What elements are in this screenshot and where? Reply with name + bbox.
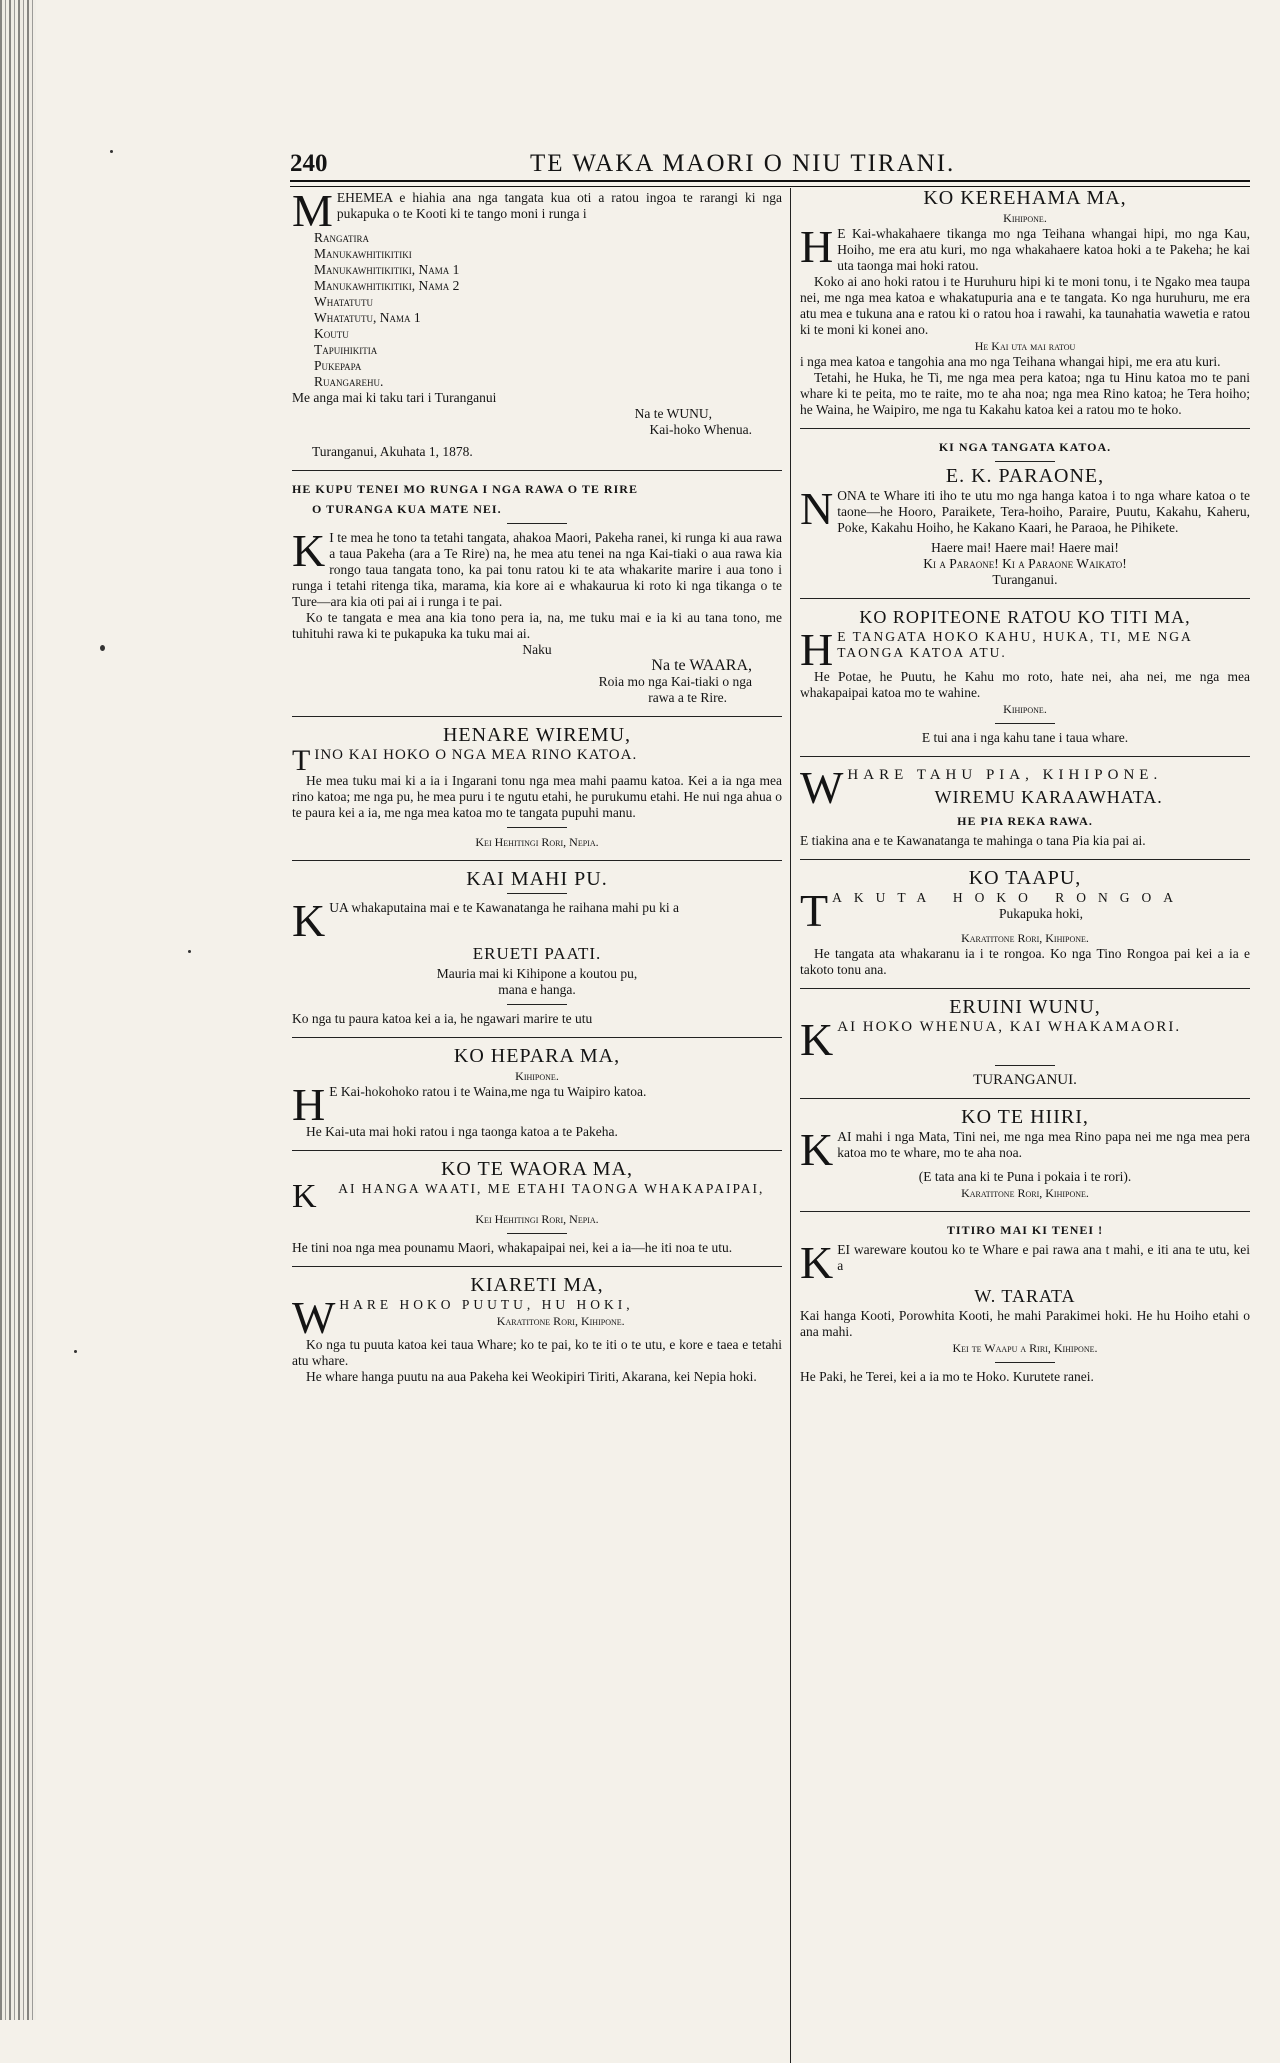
block-name: Tapuihikitia xyxy=(314,342,378,357)
ad-note: (E tata ana ki te Puna i pokaia i te rori). xyxy=(918,1169,1132,1184)
dropcap: T xyxy=(800,885,829,936)
ad-banner: KI NGA TANGATA KATOA. xyxy=(938,440,1112,454)
ad-name: ERUETI PAATI. xyxy=(472,944,602,963)
print-speck xyxy=(100,645,105,651)
dropcap: K xyxy=(800,1237,834,1288)
ad-paraone xyxy=(800,439,1250,588)
short-rule xyxy=(507,523,567,524)
ad-line: Ko nga tu paura katoa kei a ia, he ngawari marire te utu xyxy=(292,1011,593,1026)
notice-text: EHEMEA e hiahia ana nga tangata kua oti a ratou ingoa te rarangi ki nga pukapuka o te Kooti ki te tango moni i runga i xyxy=(336,190,782,221)
section-rule xyxy=(292,1150,782,1151)
ad-eruini xyxy=(800,996,1250,1088)
ad-kerehama xyxy=(800,187,1250,418)
section-rule xyxy=(800,1098,1250,1099)
ad-kai-mahi-pu xyxy=(292,868,782,1027)
section-rule xyxy=(800,988,1250,989)
dateline: Turanganui, Akuhata 1, 1878. xyxy=(312,444,473,459)
ad-title: KIARETI MA, xyxy=(470,1274,604,1296)
page-binding-edge xyxy=(0,0,36,2020)
notice-title-line2: O TURANGA KUA MATE NEI. xyxy=(312,502,502,516)
block-name: Pukepapa xyxy=(314,358,362,373)
short-rule xyxy=(507,893,567,894)
short-rule xyxy=(995,1065,1055,1066)
notice-footer: Me anga mai ki taku tari i Turanganui xyxy=(292,390,497,405)
ad-address: Karatitone Rori, Kihipone. xyxy=(961,931,1089,945)
ad-text: UA whakaputaina mai e te Kawanatanga he raihana mahi pu ki a xyxy=(329,900,679,915)
ad-line: Ki a Paraone! Ki a Paraone Waikato! xyxy=(923,556,1127,571)
print-speck xyxy=(188,950,191,953)
section-rule xyxy=(292,716,782,717)
ad-text: He tini noa nga mea pounamu Maori, whakapaipai nei, kei a ia—he iti noa te utu. xyxy=(292,1240,733,1255)
ad-subtitle: AI HANGA WAATI, ME ETAHI TAONGA WHAKAPAIPAI, xyxy=(338,1181,765,1196)
section-rule xyxy=(292,1266,782,1267)
ad-address: Karatitone Rori, Kihipone. xyxy=(961,1186,1089,1200)
ad-text: He Potae, he Puutu, he Kahu mo roto, hate nei, aha nei, me nga mea whakapaipai katoa mo te wahine. xyxy=(800,669,1250,700)
ad-ropiteone xyxy=(800,609,1250,746)
ad-text-2: E tui ana i nga kahu tane i taua whare. xyxy=(921,730,1129,745)
ad-henare xyxy=(292,724,782,850)
ad-address: Kei Hehitingi Rori, Nepia. xyxy=(475,835,599,849)
short-rule xyxy=(995,723,1055,724)
ad-line: mana e hanga. xyxy=(498,982,576,997)
ad-title: KO ROPITEONE RATOU KO TITI MA, xyxy=(859,607,1191,627)
ad-line: Haere mai! Haere mai! Haere mai! xyxy=(931,540,1119,555)
ad-name: W. TARATA xyxy=(974,1286,1076,1306)
ad-text: E Kai-hokohoko ratou i te Waina,me nga tu Waipiro katoa. xyxy=(329,1084,647,1099)
signature: Na te WUNU, xyxy=(634,406,712,421)
ad-subhead: He Kai uta mai ratou xyxy=(974,339,1076,353)
ad-hepara xyxy=(292,1045,782,1140)
ad-text-2: He Kai-uta mai hoki ratou i nga taonga katoa a te Pakeha. xyxy=(306,1124,618,1139)
block-name: Whatatutu xyxy=(314,294,374,309)
block-name: Manukawhitikitiki, Nama 2 xyxy=(314,278,460,293)
ad-subtitle-2: Pukapuka hoki, xyxy=(999,906,1084,921)
ad-tahu-pia xyxy=(800,762,1250,849)
notice-text: I te mea he tono ta tetahi tangata, ahakoa Maori, Pakeha ranei, ki runga ki aua rawa a taua Pakeha (ara a Te Rire) na, he mea atu tenei na nga Kai-tiaki o aua rawa kia rongo taua tangata tono, ka pai tonu ratou ki te ata whakarite marire i aua tono i runga i tetahi ritenga tika, marama, kia kore ai e whakaurua ki roto ki nga tikanga o te Ture—ara kia oti pai ai i runga i te pai. xyxy=(292,530,782,609)
signature: Na te WAARA, xyxy=(651,657,752,674)
dropcap: W xyxy=(292,1292,336,1343)
ad-title: HARE TAHU PIA, KIHIPONE. xyxy=(847,767,1163,783)
ad-text-3: i nga mea katoa e tangohia ana mo nga Teihana whangai hipi, me era atu kuri. xyxy=(800,354,1221,369)
print-speck xyxy=(74,1350,77,1353)
ad-line: Mauria mai ki Kihipone a koutou pu, xyxy=(436,966,638,981)
ad-hiiri xyxy=(800,1106,1250,1201)
page-number: 240 xyxy=(290,150,328,177)
ad-subtitle: HARE HOKO PUUTU, HU HOKI, xyxy=(339,1297,634,1312)
signature-role: Kai-hoko Whenua. xyxy=(649,422,752,437)
block-name: Ruangarehu. xyxy=(314,374,384,389)
naku-label: Naku xyxy=(522,642,552,657)
notice-text-2: Ko te tangata e mea ana kia tono pera ia, na, me tuku mai e ia ki au tana tono, me tuhituhi rawa ki te pukapuka ka tuku mai ai. xyxy=(292,610,782,641)
ad-text-2: Kai hanga Kooti, Porowhita Kooti, he mahi Parakimei hoki. He hu Hoiho etahi o ana mahi. xyxy=(800,1308,1250,1339)
ad-text: He mea tuku mai ki a ia i Ingarani tonu nga mea mahi paamu katoa. Kei a ia nga mea rino katoa; me nga pu, he mea puru i te ngutu etahi, he purukumu etahi. He nui nga ahua o te paura kei a ia, me nga mea katoa mo te tangata pupuhi manu. xyxy=(292,773,782,820)
section-rule xyxy=(800,859,1250,860)
block-name: Koutu xyxy=(314,326,349,341)
ad-text: AI mahi i nga Mata, Tini nei, me nga mea Rino papa nei me nga mea pera katoa mo te whare, mo te aha noa. xyxy=(837,1129,1250,1160)
dropcap: W xyxy=(800,762,844,813)
ad-taapu xyxy=(800,867,1250,978)
block-name: Manukawhitikitiki, Nama 1 xyxy=(314,262,460,277)
ad-text-2: Koko ai ano hoki ratou i te Huruhuru hipi ki te moni tonu, i te Ngako mea taupa nei, me nga mea katoa e whakatupuria ana e te tangata. Ko nga huruhuru, me era atu mea e tukuna ana e ratou ki o ratou hoa i rawahi, ka taunahatia wawetia e ratou ki te moni ki konei ano. xyxy=(800,274,1250,337)
dropcap: M xyxy=(292,185,333,236)
ad-text-4: Tetahi, he Huka, he Ti, me nga mea pera katoa; nga tu Hinu katoa mo te pani whare ki te peita, mo te raite, mo te aha noa; nga mea Rino katoa; he Tera hoiho; he Waina, he Waipiro, me nga tu Kakahu katoa kei a ratou mo te hoko. xyxy=(800,370,1250,417)
ad-title: KO TE WAORA MA, xyxy=(440,1158,634,1180)
ad-text: E tiakina ana e te Kawanatanga te mahinga o tana Pia kia pai ai. xyxy=(800,833,1146,848)
ad-line: Turanganui. xyxy=(992,572,1058,587)
ad-title: KO HEPARA MA, xyxy=(453,1045,621,1067)
ad-text: E Kai-whakahaere tikanga mo nga Teihana whangai hipi, mo nga Kau, Hoiho, me era atu kuri, mo nga whakahaere katoa hoki a te Pakeha; he kai uta taonga mai hoki ratou. xyxy=(837,226,1250,273)
ad-subtitle: E TANGATA HOKO KAHU, HUKA, TI, ME NGA TAONGA KATOA ATU. xyxy=(837,629,1193,660)
dropcap: H xyxy=(292,1079,326,1130)
signature-role-2: rawa a te Rire. xyxy=(648,690,727,705)
newspaper-title: TE WAKA MAORI O NIU TIRANI. xyxy=(530,150,956,177)
short-rule xyxy=(507,827,567,828)
ad-kiareti xyxy=(292,1274,782,1385)
right-column xyxy=(800,187,1250,1391)
dropcap: K xyxy=(292,895,326,946)
dropcap: K xyxy=(292,525,326,576)
ad-place: Kihipone. xyxy=(1003,211,1047,225)
dropcap: K xyxy=(292,1178,317,1215)
section-rule xyxy=(800,1211,1250,1212)
ad-place: Kihipone. xyxy=(515,1069,559,1083)
block-name: Whatatutu, Nama 1 xyxy=(314,310,421,325)
ad-title: KO TE HIIRI, xyxy=(961,1106,1089,1128)
ad-title: KAI MAHI PU. xyxy=(466,868,608,890)
ad-title: HENARE WIREMU, xyxy=(442,724,632,746)
ad-tarata xyxy=(800,1222,1250,1385)
section-rule xyxy=(292,1037,782,1038)
block-name: Manukawhitikitiki xyxy=(314,246,412,261)
dropcap: K xyxy=(800,1014,834,1065)
ad-title: KO TAAPU, xyxy=(968,867,1082,889)
ad-title: KO KEREHAMA MA, xyxy=(923,187,1127,209)
section-rule xyxy=(800,756,1250,757)
ad-address: Kei Hehitingi Rori, Nepia. xyxy=(475,1212,599,1226)
left-column xyxy=(292,185,782,1391)
notice-mehemea xyxy=(292,185,782,460)
dropcap: N xyxy=(800,483,834,534)
ad-address: Kei te Waapu a Riri, Kihipone. xyxy=(952,1341,1098,1355)
ad-subhead: HE PIA REKA RAWA. xyxy=(957,814,1093,828)
dropcap: H xyxy=(800,624,834,675)
header-rule xyxy=(290,180,1250,187)
ad-title: ERUINI WUNU, xyxy=(949,996,1101,1018)
dropcap: H xyxy=(800,221,834,272)
ad-banner: TITIRO MAI KI TENEI ! xyxy=(946,1223,1104,1237)
ad-text: EI wareware koutou ko te Whare e pai rawa ana t mahi, e iti ana te utu, kei a xyxy=(837,1242,1250,1273)
ad-place: Kihipone. xyxy=(1003,702,1047,716)
ad-text: Ko nga tu puuta katoa kei taua Whare; ko te pai, ko te iti o te utu, e kore e taea e tetahi atu whare. xyxy=(292,1337,782,1368)
ad-subtitle: INO KAI HOKO O NGA MEA RINO KATOA. xyxy=(314,747,638,763)
ad-text: ONA te Whare iti iho te utu mo nga hanga katoa i to nga whare katoa o te taone—he Hooro, Paraikete, Tera-hoiho, Paraire, Puutu, Kakahu, Kaheru, Poke, Kakahu Hoiho, he Kakano Kaari, he Paraoa, he Pihikete. xyxy=(837,488,1250,535)
short-rule xyxy=(995,1362,1055,1363)
ad-waora xyxy=(292,1158,782,1256)
ad-text: He tangata ata whakaranu ia i te rongoa. Ko nga Tino Rongoa pai kei a ia e takoto tonu ana. xyxy=(800,946,1250,977)
block-name: Rangatira xyxy=(314,230,370,245)
ad-name: WIREMU KARAAWHATA. xyxy=(934,787,1163,807)
ad-text-3: He Paki, he Terei, kei a ia mo te Hoko. Kurutete ranei. xyxy=(800,1369,1094,1384)
short-rule xyxy=(507,1233,567,1234)
ad-title: E. K. PARAONE, xyxy=(945,465,1105,487)
section-rule xyxy=(292,860,782,861)
ad-subtitle: AI HOKO WHENUA, KAI WHAKAMAORI. xyxy=(837,1019,1182,1035)
ad-subtitle: AKUTA HOKO RONGOA xyxy=(832,890,1186,905)
short-rule xyxy=(995,461,1055,462)
ad-place: TURANGANUI. xyxy=(973,1072,1077,1088)
notice-kupu xyxy=(292,481,782,706)
short-rule xyxy=(507,1004,567,1005)
column-divider xyxy=(790,188,791,2063)
ad-text-2: He whare hanga puutu na aua Pakeha kei Weokipiri Tiriti, Akarana, kei Nepia hoki. xyxy=(306,1369,757,1384)
section-rule xyxy=(292,470,782,471)
section-rule xyxy=(800,428,1250,429)
dropcap: T xyxy=(292,744,311,777)
ad-address: Karatitone Rori, Kihipone. xyxy=(496,1314,625,1328)
print-speck xyxy=(110,150,113,153)
dropcap: K xyxy=(800,1124,834,1175)
section-rule xyxy=(800,598,1250,599)
signature-role: Roia mo nga Kai-tiaki o nga xyxy=(598,674,752,689)
notice-title: HE KUPU TENEI MO RUNGA I NGA RAWA O TE RIRE xyxy=(292,482,638,496)
